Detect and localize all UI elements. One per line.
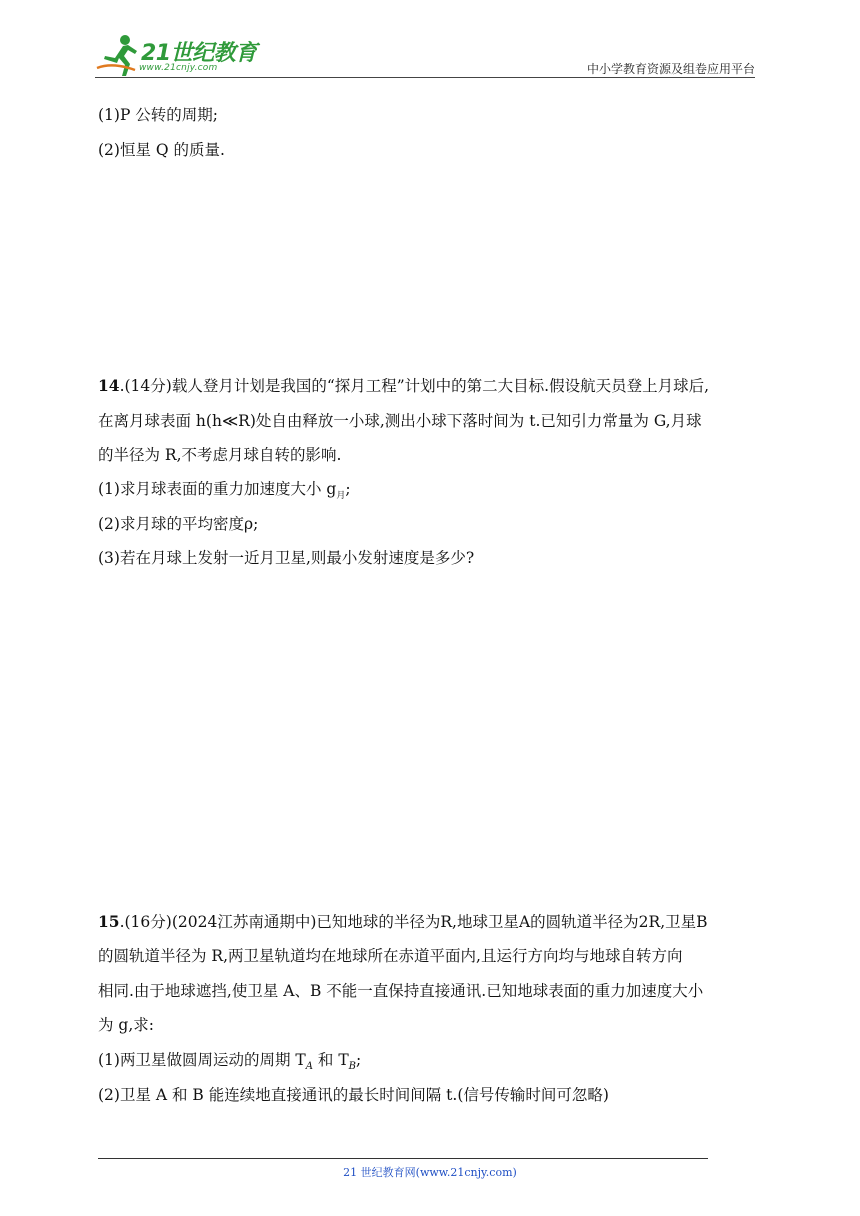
- q15-part1-text-b: 和 T: [312, 1051, 349, 1069]
- footer-divider: [98, 1158, 708, 1159]
- q15-line4: 为 g,求:: [98, 1016, 154, 1034]
- header-divider: [95, 77, 755, 78]
- footer-link[interactable]: 21 世纪教育网(www.21cnjy.com): [343, 1166, 517, 1179]
- q15-part1-end: ;: [356, 1051, 362, 1069]
- q14-part1-text: (1)求月球表面的重力加速度大小 g: [98, 480, 337, 498]
- logo-url: www.21cnjy.com: [139, 63, 218, 73]
- platform-title: 中小学教育资源及组卷应用平台: [586, 62, 755, 76]
- q14-line3: 的半径为 R,不考虑月球自转的影响.: [98, 446, 342, 464]
- q15-line1: [98, 912, 708, 932]
- q14-part2: (2)求月球的平均密度ρ;: [98, 515, 259, 533]
- q15-part1: [98, 1050, 361, 1077]
- site-logo[interactable]: [95, 30, 265, 78]
- q14-part3: (3)若在月球上发射一近月卫星,则最小发射速度是多少?: [98, 549, 475, 567]
- q15-number: 15: [98, 912, 120, 931]
- q15-text-1: .(16分)(2024江苏南通期中)已知地球的半径为R,地球卫星A的圆轨道半径为2R,卫星B: [119, 913, 708, 931]
- q15-part1-text-a: (1)两卫星做圆周运动的周期 T: [98, 1051, 306, 1069]
- q15-line2: 的圆轨道半径为 R,两卫星轨道均在地球所在赤道平面内,且运行方向均与地球自转方向: [98, 947, 683, 965]
- logo-text: 21世纪教育: [141, 41, 257, 66]
- q14-number: 14: [98, 376, 120, 395]
- q13-part1: (1)P 公转的周期;: [98, 106, 219, 124]
- q14-line2: 在离月球表面 h(h≪R)处自由释放一小球,测出小球下落时间为 t.已知引力常量为 G,月球: [98, 412, 702, 430]
- q15-part1-subscript-a: A: [305, 1061, 313, 1072]
- page-header: [95, 30, 755, 78]
- q14-part1-end: ;: [345, 480, 351, 498]
- runner-icon: [95, 32, 141, 78]
- q14-part1-subscript: 月: [336, 491, 346, 501]
- q13-part2: (2)恒星 Q 的质量.: [98, 141, 225, 159]
- q15-part1-subscript-b: B: [348, 1061, 357, 1072]
- q15-part2: (2)卫星 A 和 B 能连续地直接通讯的最长时间间隔 t.(信号传输时间可忽略): [98, 1086, 609, 1104]
- q14-part1: [98, 479, 351, 506]
- q14-text-1: .(14分)载人登月计划是我国的“探月工程”计划中的第二大目标.假设航天员登上月球后,: [119, 377, 710, 395]
- q15-line3: 相同.由于地球遮挡,使卫星 A、B 不能一直保持直接通讯.已知地球表面的重力加速度大小: [98, 982, 704, 1000]
- q14-line1: [98, 376, 709, 396]
